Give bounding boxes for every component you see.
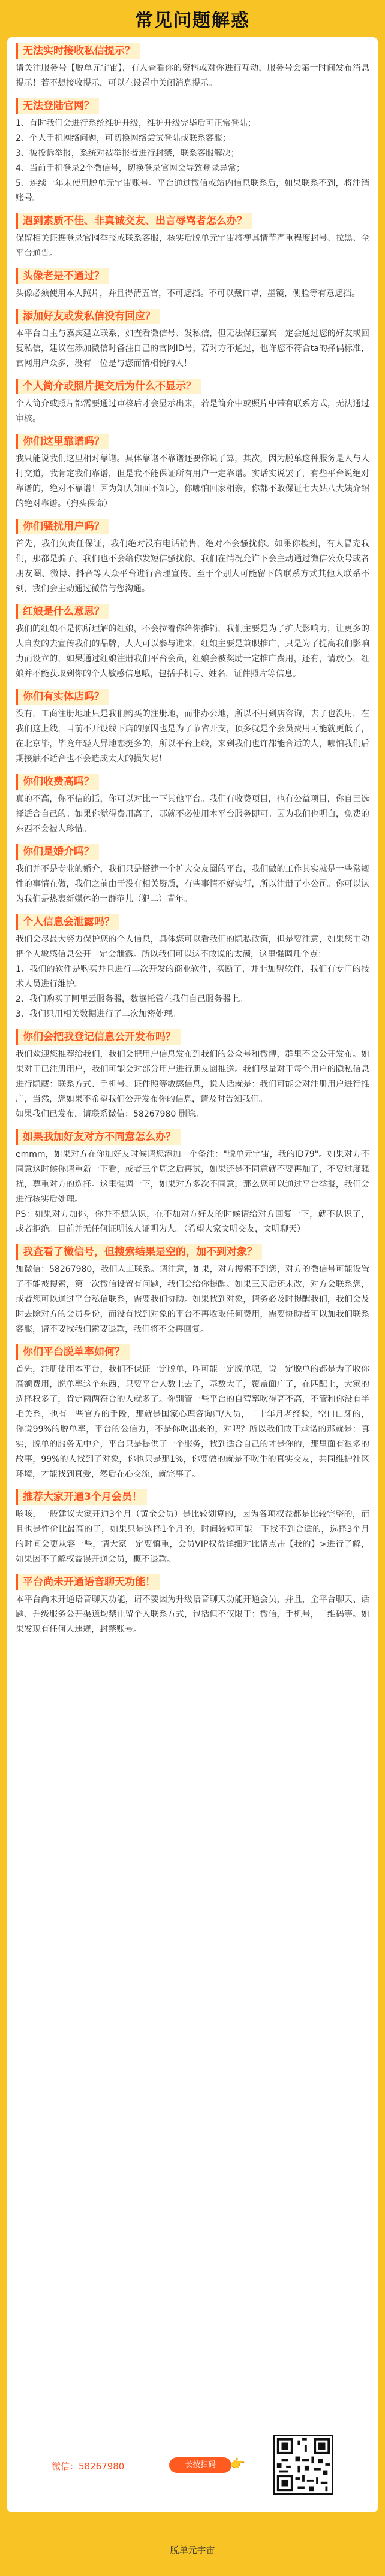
faq-section: [16, 379, 369, 427]
faq-card: [7, 37, 378, 2512]
faq-answer: 真的不高，你不信的话，你可以对比一下其他平台。我们有收费项目，也有公益项目，你自己选择适合自己的。如果你觉得费用高了，那就不必使用本平台服务即可。因为我们也明白，免费的东西不会被人珍惜。: [16, 794, 369, 834]
faq-section: [16, 914, 369, 1022]
faq-question: 你们收费高吗？: [16, 774, 99, 790]
faq-section: [16, 309, 369, 371]
faq-question: 无法登陆官网？: [16, 98, 99, 114]
faq-section: [16, 43, 369, 91]
qr-code-icon: [275, 2436, 332, 2493]
faq-answer: 我只能说我们这里相对靠谱。具体靠谱不靠谱还要你说了算，其次，因为脱单这种服务是人与人打交道，我肯定我们靠谱，但是我不能保证所有用户一定靠谱。实话实说罢了，有些平台说绝对靠谱的，绝对不靠谱！因为知人知面不知心，你哪怕回家相亲，你都不敢保证七大姑八大姨介绍的绝对靠谱。（狗头保命）: [16, 454, 369, 509]
faq-section: [16, 604, 369, 682]
faq-answer: 保留相关证据登录官网举报或联系客服，核实后脱单元宇宙将视其情节严重程度封号、拉黑、全平台通告。: [16, 234, 369, 258]
faq-answer: 我们欢迎您推荐给我们，我们会把用户信息发布到我们的公众号和微博，群里不会公开发布。如果对于已注册用户，我们可能会对部分用户进行朋友圈推送。我们尽量对于每个用户的隐私信息进行隐藏：联系方式、手机号、证件照等敏感信息，说人话就是：我们可能会对注册用户进行推广，当然，您如果不希望我们公开发布你的信息，请及时告知我们。 如果我们已发布，请联系微信：58267980 删除。: [16, 1050, 369, 1119]
faq-question: 你们平台脱单率如何？: [16, 1344, 130, 1360]
faq-question: 你们这里靠谱吗？: [16, 434, 109, 449]
faq-question: 你们有实体店吗？: [16, 689, 109, 705]
faq-question: 个人信息会泄露吗？: [16, 914, 119, 930]
faq-answer: 我们的红娘不是你所理解的红娘，不会拉着你给你推销，我们主要是为了扩大影响力，让更多的人自发的去宣传我们的品牌，人人可以参与进来，红娘主要是兼职推广，只是为了提高我们影响力而设立的，如果通过红娘注册我们平台会员，红娘会被奖励一定推广费用，还有，请放心，红娘并不能获取到你的个人敏感信息哦，包括手机号、姓名，证件照片等信息。: [16, 624, 369, 679]
wechat-contact: 微信：58267980: [52, 2461, 125, 2472]
faq-answer: 本平台尚未开通语音聊天功能，请不要因为升级语音聊天功能开通会员，并且，全平台聊天、话题、升级服务公开渠道均禁止留个人联系方式，包括但不仅限于：微信，手机号，二维码等。如果发现有任何人违规，封禁账号。: [16, 1595, 369, 1634]
faq-answer: 个人简介或照片都需要通过审核后才会显示出来，若是简介中或照片中带有联系方式，无法通过审核。: [16, 399, 369, 424]
faq-question: 遇到素质不佳、非真诚交友、出言辱骂者怎么办？: [16, 213, 252, 229]
faq-section: [16, 213, 369, 261]
faq-answer: 首先，我们负责任保证，我们绝对没有电话销售，绝对不会骚扰你。如果你搜到，有人冒充我们，那都是骗子。我们也不会给你发短信骚扰你。我们在情况允许下会主动通过微信公众号或者朋友圈、微博、抖音等人众平台进行合理宣传。至于个别人可能留下的联系方式其他人联系不到，我们会主动通过微信与您沟通。: [16, 539, 369, 594]
qr-code[interactable]: [273, 2435, 333, 2495]
faq-answer: 请关注服务号【脱单元宇宙】，有人查看你的资料或对你进行互动，服务号会第一时间发布消息提示！若不想接收提示，可以在设置中关闭消息提示。: [16, 64, 369, 88]
faq-answer: 头像必须使用本人照片，并且得清五官，不可遮挡。不可以戴口罩，墨镜，侧脸等有意遮挡。: [16, 289, 360, 298]
site-name: 脱单元宇宙: [170, 2545, 215, 2556]
faq-section: [16, 689, 369, 767]
faq-answer: 我们会尽最大努力保护您的个人信息，具体您可以看我们的隐私政策，但是要注意，如果您主动把个人敏感信息公开一定会泄露。所以我们可以这不敢说的太满，这里强调几个点： 1、我们的软件是购买并且进行二次开发的商业软件，买断了，并非加盟软件，我们有专门的技术人员进行维护。 2、我们购买了阿里云服务器，数据托管在我们自己服务器上。 3、我们只用相关数据进行了二次加密处理。: [16, 935, 369, 1019]
faq-question: 推荐大家开通3个月会员！: [16, 1489, 147, 1505]
faq-section: [16, 519, 369, 597]
faq-section: [16, 1574, 369, 1637]
faq-section: [16, 98, 369, 206]
faq-question: 你们会把我登记信息公开发布吗？: [16, 1029, 181, 1045]
faq-section: [16, 1129, 369, 1237]
faq-section: [16, 1344, 369, 1482]
faq-question: 你们骚扰用户吗？: [16, 519, 109, 534]
faq-question: 红娘是什么意思？: [16, 604, 109, 619]
faq-answer: 咳咳，一般建议大家开通3个月（黄金会员）是比较划算的，因为各项权益都是比较完整的，而且也是性价比最高的了，如果只是选择1个月的，时间较短可能一下找不到合适的，选择3个月的时间会更从容一些，请大家一定要慎重，会员VIP权益详细对比请点击【我的】>进行了解，如果因不了解权益误开通会员，概不退款。: [16, 1510, 369, 1564]
faq-question: 你们是婚介吗？: [16, 844, 99, 860]
faq-question: 添加好友或发私信没有回应？: [16, 309, 160, 324]
faq-answer: 我们并不是专业的婚介，我们只是搭建一个扩大交友圈的平台，我们做的工作其实就是一些常规性的事情在做，我们之前由于没有相关资质，有些事情不好实行，所以注册了小公司。你可以认为我们是热衷新媒体的一群范儿（犯二）青年。: [16, 864, 369, 904]
faq-question: 头像老是不通过？: [16, 268, 109, 284]
faq-section: [16, 1029, 369, 1122]
faq-question: 如果我加好友对方不同意怎么办？: [16, 1129, 181, 1145]
faq-answer: 首先，注册使用本平台，我们不保证一定脱单，咋可能一定脱单呢，说一定脱单的都是为了收你高额费用，脱单率这个东西，只要平台人数上去了，基数大了，覆盖面广了，在匹配上，大家的选择权多了，肯定两两符合的人就多了。你别管一些平台的自营率吹得高不高，不管和你没有半毛关系，也有一些官方的手段，那就是国家心理咨询师/人员，二十年月老经验，空口白牙的，你说99%的脱单率，平台的公信力，不是你吹出来的，对吧？所以我们敢于承诺的那就是：真实，脱单的服务无中介，平台只是提供了一个服务，找到适合自己的才是你的，那里面有很多的故事，99%的人找到了对象，你也只是那1%，你要做的就是不吹牛的真实交友，共同维护社区环境，才能找到真爱，然后在心交流，就完事了。: [16, 1365, 369, 1479]
faq-section: [16, 774, 369, 837]
faq-question: 无法实时接收私信提示？: [16, 43, 140, 59]
faq-section: [16, 434, 369, 512]
page-title: 常见问题解惑: [135, 10, 250, 31]
faq-section: [16, 268, 369, 301]
faq-question: 平台尚未开通语音聊天功能！: [16, 1574, 160, 1590]
faq-section: [16, 844, 369, 907]
faq-section: [16, 1489, 369, 1567]
faq-answer: emmm，如果对方在你加好友时候请您添加一个备注："脱单元宇宙，我的ID79"。如果对方不同意这时候你请重新一下看，或者三个周之后再试，如果还是不同意就不要再加了，不要过度骚扰，尊重对方的选择。这里强调一下，如果对方多次不同意，那么您可以通过平台举报，我们会进行核实后处理。 PS：如果对方加你，你并不想认识，在不加对方好友的时候请给对方回复一下，就不认识了，或者拒绝。目前并无任何证明该人证明为人。（希望大家文明交友，文明聊天）: [16, 1150, 369, 1234]
faq-answer: 加微信：58267980，我们人工联系。请注意，如果，对方搜索不到您，对方的微信号可能设置了不能被搜索，第一次微信设置有问题，我们会给你提醒。如果三天后还未改，对方会联系您，或者您可以通过平台私信联系，需要我们协助。如果找到对象，请务必及时提醒我们，我们会及时去除对方的会员身份，而没有找到对象的平台不再收取任何费用，需要协助者可以加我们联系客服，请不要找我们索要退款，我们将不会再回复。: [16, 1265, 369, 1334]
footer-contact: [16, 2432, 369, 2498]
faq-question: 我查看了微信号，但搜索结果是空的，加不到对象？: [16, 1244, 262, 1260]
faq-section: [16, 1244, 369, 1337]
faq-answer: 没有，工商注册地址只是我们购买的注册地，而非办公地，所以不用到店咨询，去了也没用，在我们这上线，目前不开设线下店的原因也是为了节省开支，顶多就是个会员费用可能就更低了，在北京毕，毕竟年轻人异地恋挺多的，所以平台上线，来到我们也许都能合适的人，哪怕我们后期接触不适合也不会造成太大的损失呢！: [16, 709, 369, 764]
faq-answer: 1、有时我们会进行系统维护升级，维护升级完毕后可正常登陆； 2、个人手机网络问题，可切换网络尝试登陆或联系客服； 3、被投诉举报，系统对被举报者进行封禁，联系客服解决； 4、当前手机登录2个微信号，切换登录官网会导致登录异常； 5、连续一年未使用脱单元宇宙账号。平台通过微信或站内信息联系后，如果联系不到，将注销账号。: [16, 119, 369, 203]
faq-question: 个人简介或照片提交后为什么不显示？: [16, 379, 201, 394]
faq-answer: 本平台自主与嘉宾建立联系，如查看微信号、发私信，但无法保证嘉宾一定会通过您的好友或回复私信，建议在添加微信时备注自己的官网ID号，若对方不通过，也许您不符合ta的择偶标准，官网用户众多，没有一位是与您而情相悦的人！: [16, 329, 369, 368]
long-press-scan-button[interactable]: 长按扫码: [169, 2457, 231, 2473]
pointing-hand-icon: 👉: [230, 2456, 245, 2471]
